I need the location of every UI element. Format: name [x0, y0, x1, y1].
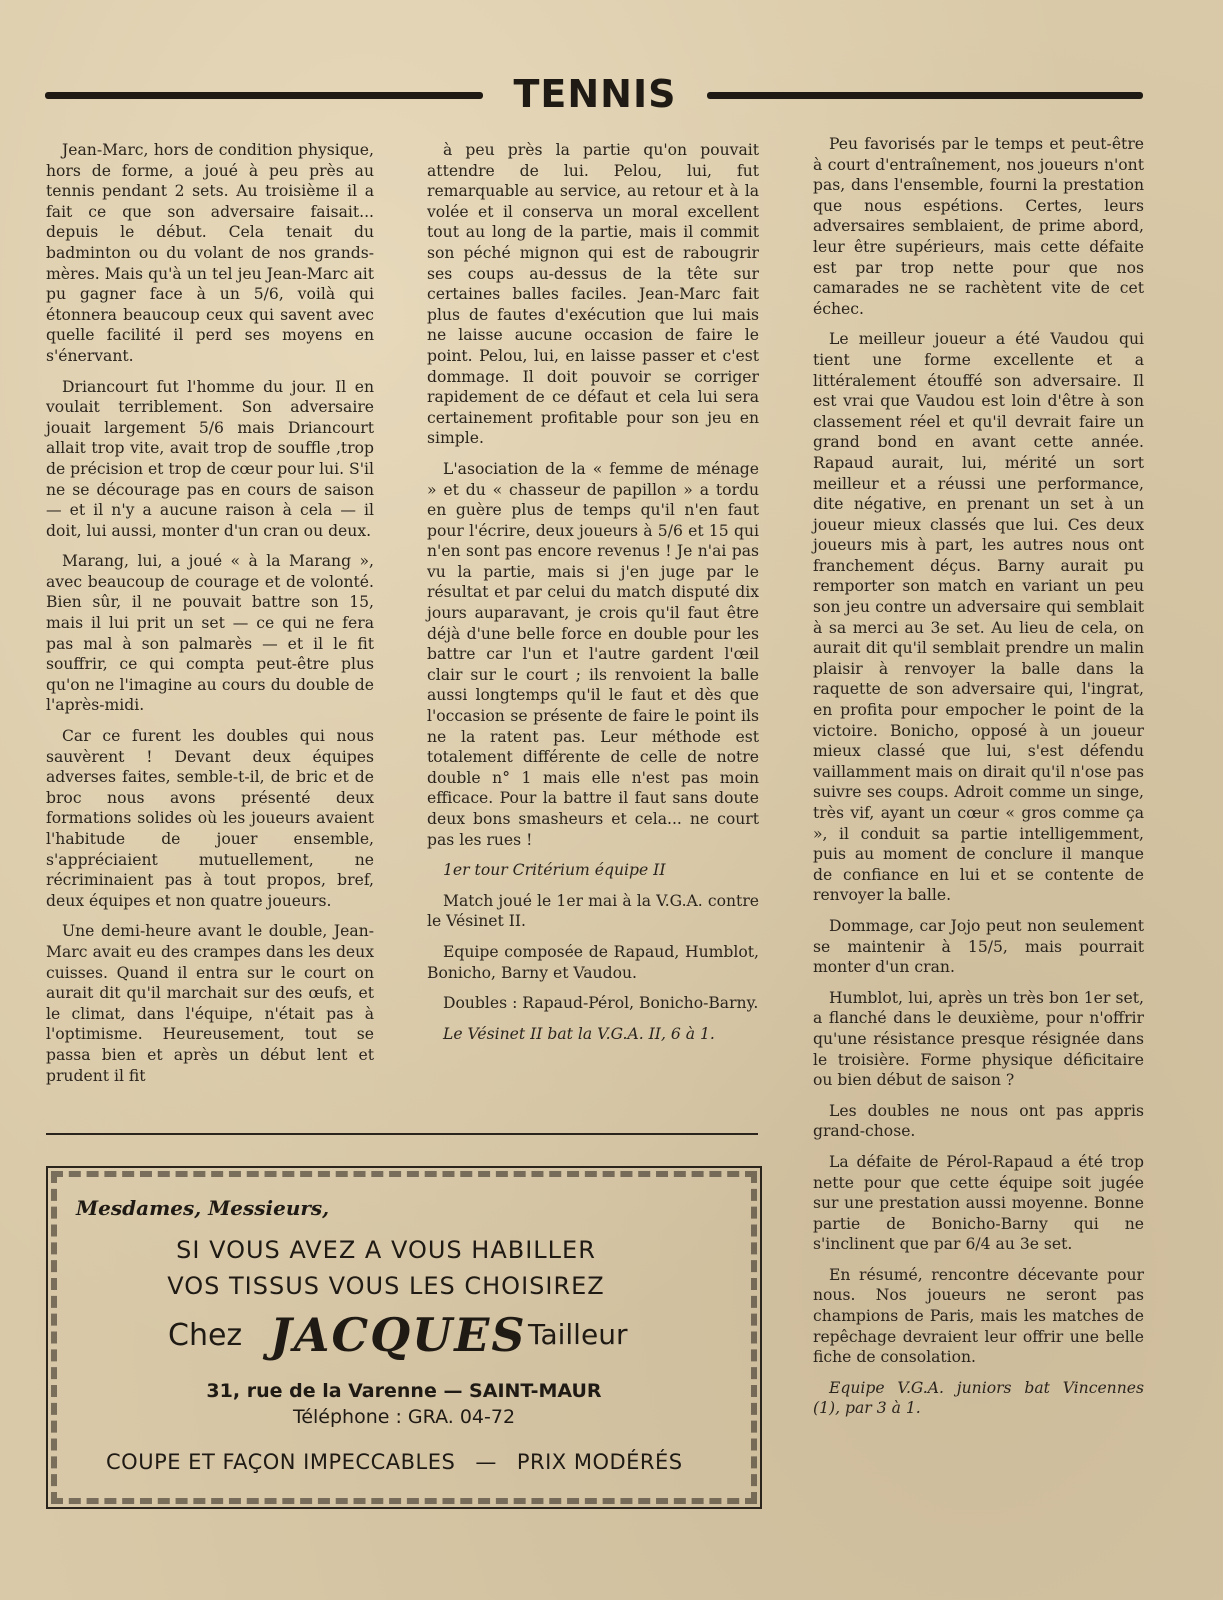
article-paragraph: Peu favorisés par le temps et peut-être à court d'entraînement, nos joueurs n'ont pas, dans l'ensemble, fourni la prestation que nous espétions. Certes, leurs adversaires semblaient, de prime abord, leur être supérieurs, mais cette défaite est par trop nette pour que nos camarades ne se rachètent vite de cet échec.: [813, 135, 1144, 318]
article-column-1: [46, 140, 374, 1096]
article-paragraph: Une demi-heure avant le double, Jean-Marc avait eu des crampes dans les deux cuisses. Quand il entra sur le court on aurait dit qu'il marchait sur des œufs, et le climat, dans l'équipe, n'était pas à l'optimisme. Heureusement, tout se passa bien et après un début lent et prudent il fit: [46, 922, 374, 1085]
ad-footer-right: PRIX MODÉRÉS: [516, 1450, 683, 1474]
article-paragraph: L'asociation de la « femme de ménage » et du « chasseur de papillon » a tordu en guère plus de temps qu'il n'en faut pour l'écrire, deux joueurs à 5/6 et 15 qui n'en sont pas encore revenus ! Je n'ai pas vu la partie, mais si j'en juge par le résultat et par celui du match disputé dix jours auparavant, je crois qu'il faut être déjà d'une belle force en double pour les battre car l'un et l'autre gardent l'œil clair sur le court ; ils renvoient la balle aussi longtemps qu'il le faut et dès que l'occasion se présente de faire le point ils ne la ratent pas. Leur méthode est totalement différente de celle de notre double n° 1 mais elle n'est pas moin efficace. Pour la battre il faut sans doute deux bons smasheurs et cela... ne court pas les rues !: [427, 459, 759, 849]
article-paragraph: Equipe composée de Rapaud, Humblot, Bonicho, Barny et Vaudou.: [427, 942, 759, 982]
divider-rule: [46, 1133, 758, 1135]
masthead-rule-right: [707, 92, 1143, 99]
article-paragraph: 1er tour Critérium équipe II: [443, 861, 666, 880]
article-paragraph: Le Vésinet II bat la V.G.A. II, 6 à 1.: [443, 1024, 715, 1043]
article-paragraph: Driancourt fut l'homme du jour. Il en voulait terriblement. Son adversaire jouait largement 5/6 mais Driancourt allait trop vite, avait trop de souffle ,trop de précision et trop de cœur pour lui. S'il ne se décourage pas en cours de saison — et il n'y a aucune raison à cela — il doit, lui aussi, monter d'un cran ou deux.: [46, 377, 374, 540]
ad-greeting: Mesdames, Messieurs,: [76, 1196, 330, 1220]
ad-footer-sep: —: [475, 1450, 497, 1474]
masthead-rule-left: [45, 92, 483, 99]
article-column-3: [813, 134, 1144, 1429]
article-paragraph: Jean-Marc, hors de condition physique, hors de forme, a joué à peu près au tennis pendant 2 sets. Au troisième il a fait ce que son adversaire faisait... depuis le début. Cela tenait du badminton ou du volant de nos grands-mères. Mais qu'à un tel jeu Jean-Marc ait pu gagner face à un 5/6, voilà qui étonnera beaucoup ceux qui savent avec quelle facilité il perd ses moyens en s'énervant.: [46, 141, 374, 365]
ad-chez: Chez: [168, 1318, 243, 1353]
article-paragraph: Dommage, car Jojo peut non seulement se maintenir à 15/5, mais pourrait monter d'un cran.: [813, 916, 1144, 977]
ad-footer: [106, 1450, 683, 1474]
ad-footer-left: COUPE ET FAÇON IMPECCABLES: [106, 1450, 456, 1474]
article-paragraph: Equipe V.G.A. juniors bat Vincennes (1), par 3 à 1.: [813, 1378, 1144, 1418]
article-paragraph: Match joué le 1er mai à la V.G.A. contre le Vésinet II.: [427, 891, 759, 931]
article-paragraph: Humblot, lui, après un très bon 1er set, a flanché dans le deuxième, pour n'offrir qu'une résistance presque résignée dans le troisière. Forme physique déficitaire ou bien début de saison ?: [813, 988, 1144, 1090]
tailor-advertisement: [46, 1166, 762, 1509]
ad-phone: Téléphone : GRA. 04-72: [292, 1406, 516, 1428]
article-column-2: [427, 140, 759, 1054]
article-paragraph: Car ce furent les doubles qui nous sauvèrent ! Devant deux équipes adverses faites, semble-t-il, de bric et de broc nous avons présenté deux formations solides où les joueurs avaient l'habitude de jouer ensemble, s'appréciaient mutuellement, ne récriminaient pas à tout propos, bref, deux équipes et non quatre joueurs.: [46, 727, 374, 910]
ad-trade: Tailleur: [528, 1318, 628, 1351]
article-paragraph: Le meilleur joueur a été Vaudou qui tient une forme excellente et a littéralement étouffé son adversaire. Il est vrai que Vaudou est loin d'être à son classement réel et qu'il devrait faire un grand bond en avant cette année. Rapaud aurait, lui, mérité un sort meilleur et a réussi une performance, dite négative, en prenant un set à un joueur mieux classés que lui. Ces deux joueurs mis à part, les autres nous ont franchement déçus. Barny aurait pu remporter son match en variant un peu son jeu contre un adversaire qui semblait à sa merci au 3e set. Au lieu de cela, on aurait dit qu'il semblait prendre un malin plaisir à renvoyer la balle dans la raquette de son adversaire qui, l'ingrat, en profita pour empocher le point de la victoire. Bonicho, opposé à un joueur mieux classé que lui, s'est défendu vaillamment mais on dirait qu'il n'ose pas suivre ses coups. Adroit comme un singe, très vif, ayant un cœur « gros comme ça », il conduit sa partie intelligemment, puis au moment de conclure il manque de confiance en lui et se contente de renvoyer la balle.: [813, 330, 1144, 905]
masthead: [45, 72, 1145, 122]
article-paragraph: En résumé, rencontre décevante pour nous. Nos joueurs ne seront pas champions de Paris, mais les matches de repêchage devraient leur offrir une belle fiche de consolation.: [813, 1265, 1144, 1367]
ad-headline-2: VOS TISSUS VOUS LES CHOISIREZ: [167, 1272, 605, 1300]
section-title: TENNIS: [513, 72, 677, 116]
ad-address: 31, rue de la Varenne — SAINT-MAUR: [206, 1380, 602, 1402]
ad-brand-name: JACQUES: [270, 1308, 527, 1362]
article-paragraph: Marang, lui, a joué « à la Marang », avec beaucoup de courage et de volonté. Bien sûr, il ne pouvait battre son 15, mais il lui prit un set — ce qui ne fera pas mal à son palmarès — et il le fit souffrir, ce qui compta peut-être plus qu'on ne l'imagine au cours du double de l'après-midi.: [46, 552, 374, 715]
article-paragraph: Doubles : Rapaud-Pérol, Bonicho-Barny.: [443, 994, 759, 1013]
article-paragraph: à peu près la partie qu'on pouvait attendre de lui. Pelou, lui, fut remarquable au service, au retour et à la volée et il conserva un moral excellent tout au long de la partie, mais il commit son péché mignon qui est de rabougrir ses coups au-dessus de la tête sur certaines balles faciles. Jean-Marc fait plus de fautes d'exécution que lui mais ne laisse aucune occasion de faire le point. Pelou, lui, en laisse passer et c'est dommage. Il doit pouvoir se corriger rapidement de ce défaut et cela lui sera certainement profitable pour son jeu en simple.: [427, 141, 759, 448]
ad-headline-1: SI VOUS AVEZ A VOUS HABILLER: [176, 1236, 596, 1264]
article-paragraph: La défaite de Pérol-Rapaud a été trop nette pour que cette équipe soit jugée sur une prestation aussi moyenne. Bonne partie de Bonicho-Barny qui ne s'inclinent que par 6/4 au 3e set.: [813, 1152, 1144, 1254]
article-paragraph: Les doubles ne nous ont pas appris grand-chose.: [813, 1101, 1144, 1141]
